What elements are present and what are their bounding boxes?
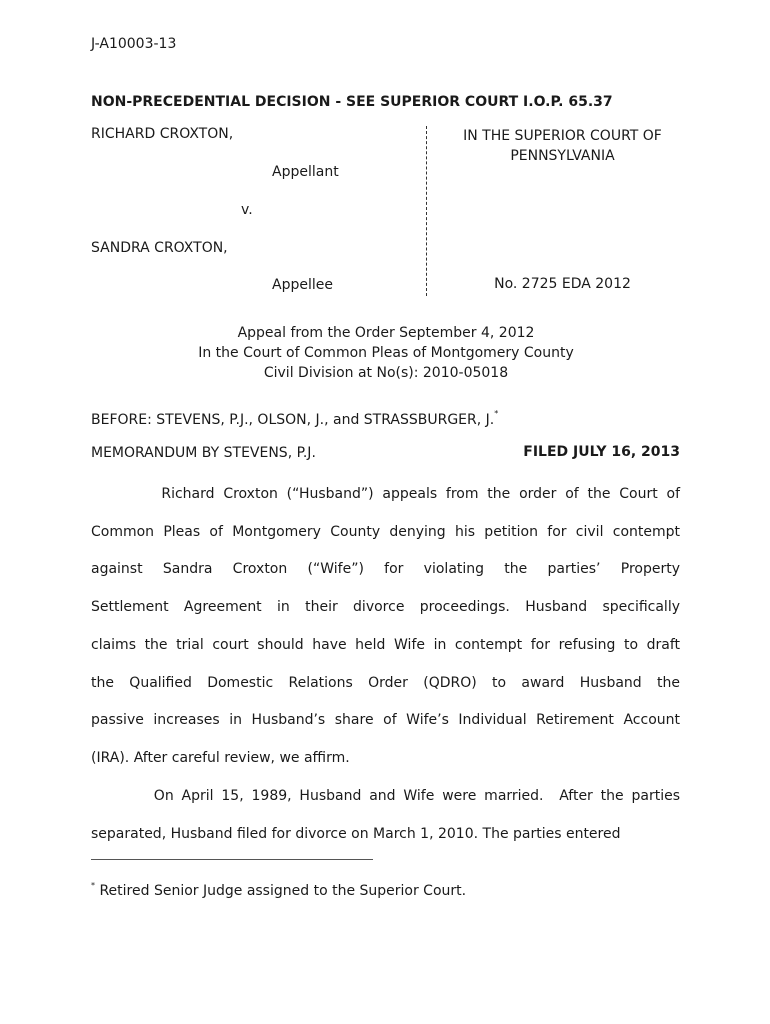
footnote-text: Retired Senior Judge assigned to the Superior Court. — [95, 883, 467, 899]
appellee-name: SANDRA CROXTON, — [91, 240, 228, 256]
panel-text: BEFORE: STEVENS, P.J., OLSON, J., and STRASSBURGER, J. — [91, 412, 495, 428]
docket-number: J-A10003-13 — [91, 36, 177, 52]
text-line: claims the trial court should have held Wife in contempt for refusing to draft — [91, 636, 680, 653]
footnote-marker: * — [494, 409, 499, 418]
appellant-name: RICHARD CROXTON, — [91, 126, 234, 142]
footnote — [91, 883, 466, 899]
footnote-number: * — [91, 881, 95, 890]
text-line: separated, Husband filed for divorce on March 1, 2010. The parties entered — [91, 825, 621, 842]
court-name — [440, 126, 685, 166]
text-line: passive increases in Husband’s share of Wife’s Individual Retirement Account — [91, 712, 680, 729]
versus-label: v. — [241, 202, 253, 218]
court-line-2: PENNSYLVANIA — [510, 148, 615, 164]
text-line: On April 15, 1989, Husband and Wife were married. After the parties — [91, 788, 680, 804]
text-line: against Sandra Croxton (“Wife”) for violating the parties’ Property — [91, 561, 680, 578]
appeal-docket-number: No. 2725 EDA 2012 — [494, 276, 631, 292]
text-line: the Qualified Domestic Relations Order (QDRO) to award Husband the — [91, 674, 680, 691]
case-caption-parties — [91, 126, 421, 296]
text-line: Richard Croxton (“Husband”) appeals from the order of the Court of — [91, 486, 680, 502]
text-line: Settlement Agreement in their divorce proceedings. Husband specifically — [91, 599, 680, 616]
appellant-role: Appellant — [272, 164, 339, 180]
appeal-line-3: Civil Division at No(s): 2010-05018 — [263, 365, 509, 381]
footnote-rule — [91, 859, 373, 860]
appellee-role: Appellee — [272, 277, 333, 293]
court-line-1: IN THE SUPERIOR COURT OF — [463, 128, 662, 144]
appeal-origin — [91, 323, 681, 383]
text-line: (IRA). After careful review, we affirm. — [91, 749, 350, 766]
decision-heading: NON-PRECEDENTIAL DECISION - SEE SUPERIOR COURT I.O.P. 65.37 — [91, 94, 613, 110]
appeal-line-2: In the Court of Common Pleas of Montgomery County — [198, 345, 574, 361]
appeal-line-1: Appeal from the Order September 4, 2012 — [237, 325, 535, 341]
memorandum-author: MEMORANDUM BY STEVENS, P.J. — [91, 445, 316, 461]
filed-date: FILED JULY 16, 2013 — [523, 444, 680, 460]
panel-line — [91, 409, 499, 428]
caption-divider — [426, 126, 427, 296]
text-line: Common Pleas of Montgomery County denying his petition for civil contempt — [91, 523, 680, 540]
